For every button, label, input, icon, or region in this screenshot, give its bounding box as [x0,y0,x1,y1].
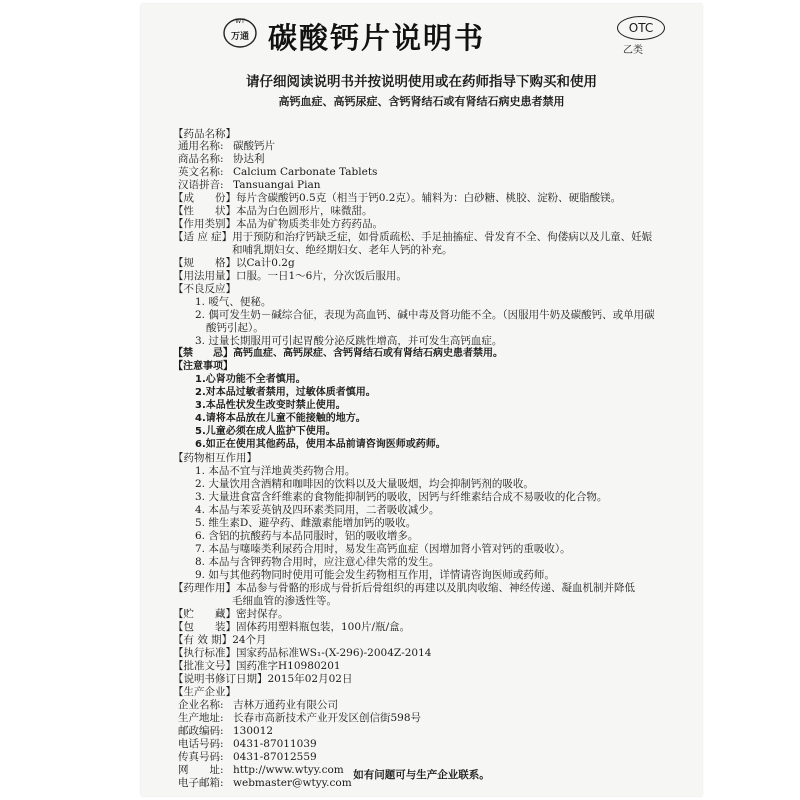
svg-text:WT: WT [235,18,245,25]
company-name-row: 企业名称: 吉林万通药业有限公司 [178,699,338,711]
category-row: 【作用类别】本品为矿物质类非处方药药品。 [173,218,383,230]
interaction-item: 9. 如与其他药物同时使用可能会发生药物相互作用，详情请咨询医师或药师。 [195,569,555,581]
interaction-item: 3. 大量进食富含纤维素的食物能抑制钙的吸收，因钙与纤维素结合成不易吸收的化合物。 [195,491,608,503]
interaction-item: 1. 本品不宜与洋地黄类药物合用。 [195,465,356,477]
company-logo-icon [220,12,260,50]
usage-instruction: 请仔细阅读说明书并按说明使用或在药师指导下购买和使用 [246,74,597,90]
drug-name-heading: 【药品名称】 [173,128,236,140]
revision-date-row: 【说明书修订日期】2015年02月02日 [173,673,353,685]
precaution-item: 3.本品性状发生改变时禁止使用。 [195,400,346,411]
pharmacology-row: 【药理作用】本品参与骨骼的形成与骨折后骨组织的再建以及肌肉收缩、神经传递、凝血机制并降低 [173,582,635,594]
adverse-item: 1. 嗳气、便秘。 [195,296,272,308]
website-row: 网 址: http://www.wtyy.com [178,764,344,776]
postcode-row: 邮政编码: 130012 [178,725,274,737]
spec-row: 【规 格】以Ca计0.2g [173,257,295,269]
page-title: 碳酸钙片说明书 [268,21,486,55]
trade-name-row: 商品名称: 协达利 [178,153,265,165]
dosage-row: 【用法用量】口服。一日1～6片，分次饭后服用。 [173,270,407,282]
adverse-heading: 【不良反应】 [173,283,236,295]
manufacturer-heading: 【生产企业】 [173,686,236,698]
contact-note: 如有问题可与生产企业联系。 [353,769,490,781]
interactions-heading: 【药物相互作用】 [173,452,257,464]
interaction-item: 2. 大量饮用含酒精和咖啡因的饮料以及大量吸烟，均会抑制钙剂的吸收。 [195,478,534,490]
precaution-item: 5.儿童必须在成人监护下使用。 [195,426,336,437]
interaction-item: 8. 本品与含钾药物合用时，应注意心律失常的发生。 [195,556,440,568]
approval-row: 【批准文号】国药准字H10980201 [173,660,341,672]
indication-row: 【适 应 症】用于预防和治疗钙缺乏症，如骨质疏松、手足抽搐症、骨发育不全、佝偻病以及儿童、妊娠 [173,231,653,243]
precautions-heading: 【注意事项】 [173,361,233,372]
adverse-item-continued: 酸钙引起）。 [206,322,264,334]
otc-class-label: 乙类 [623,45,643,56]
address-row: 生产地址: 长春市高新技术产业开发区创信街598号 [178,712,422,724]
indication-row-continued: 和哺乳期妇女、绝经期妇女、老年人钙的补充。 [232,244,453,256]
interaction-item: 5. 维生素D、避孕药、雌激素能增加钙的吸收。 [195,517,417,529]
adverse-item: 2. 偶可发生奶－碱综合征，表现为高血钙、碱中毒及肾功能不全。（因服用牛奶及碳酸钙、或单用碳 [195,309,655,321]
precaution-item: 2.对本品过敏者禁用，过敏体质者慎用。 [195,387,376,398]
pinyin-name-row: 汉语拼音: Tansuangai Pian [178,179,321,191]
precaution-item: 6.如正在使用其他药品，使用本品前请咨询医师或药师。 [195,439,446,450]
precaution-item: 1.心肾功能不全者慎用。 [195,374,306,385]
interaction-item: 7. 本品与噻嗪类利尿药合用时，易发生高钙血症（因增加肾小管对钙的重吸收）。 [195,543,571,555]
generic-name-row: 通用名称: 碳酸钙片 [178,140,275,152]
pharmacology-row-continued: 毛细血管的渗透性等。 [232,595,337,607]
email-row: 电子邮箱: webmaster@wtyy.com [178,777,352,789]
validity-row: 【有 效 期】24个月 [173,634,267,646]
standard-row: 【执行标准】国家药品标准WS₁-(X-296)-2004Z-2014 [173,647,432,659]
composition-row: 【成 份】每片含碳酸钙0.5克（相当于钙0.2克）。辅料为：白砂糖、桃胶、淀粉、硬脂酸镁。 [173,192,622,204]
fax-row: 传真号码: 0431-87012559 [178,751,317,763]
english-name-row: 英文名称: Calcium Carbonate Tablets [178,166,378,178]
character-row: 【性 状】本品为白色圆形片，味微甜。 [173,205,373,217]
contraindication-row: 【禁 忌】高钙血症、高钙尿症、含钙肾结石或有肾结石病史患者禁用。 [173,348,503,359]
adverse-item: 3. 过量长期服用可引起胃酸分泌反跳性增高，并可发生高钙血症。 [195,335,503,347]
contraindication-warning: 高钙血症、高钙尿症、含钙肾结石或有肾结石病史患者禁用 [278,95,565,108]
svg-text:万通: 万通 [230,32,250,42]
precaution-item: 4.请将本品放在儿童不能接触的地方。 [195,413,366,424]
interaction-item: 4. 本品与苯妥英钠及四环素类同用，二者吸收减少。 [195,504,440,516]
package-row: 【包 装】固体药用塑料瓶包装，100片/瓶/盒。 [173,621,411,633]
storage-row: 【贮 藏】密封保存。 [173,608,289,620]
otc-badge: OTC [617,16,665,40]
interaction-item: 6. 含铝的抗酸药与本品同服时，铝的吸收增多。 [195,530,419,542]
phone-row: 电话号码: 0431-87011039 [178,738,317,750]
